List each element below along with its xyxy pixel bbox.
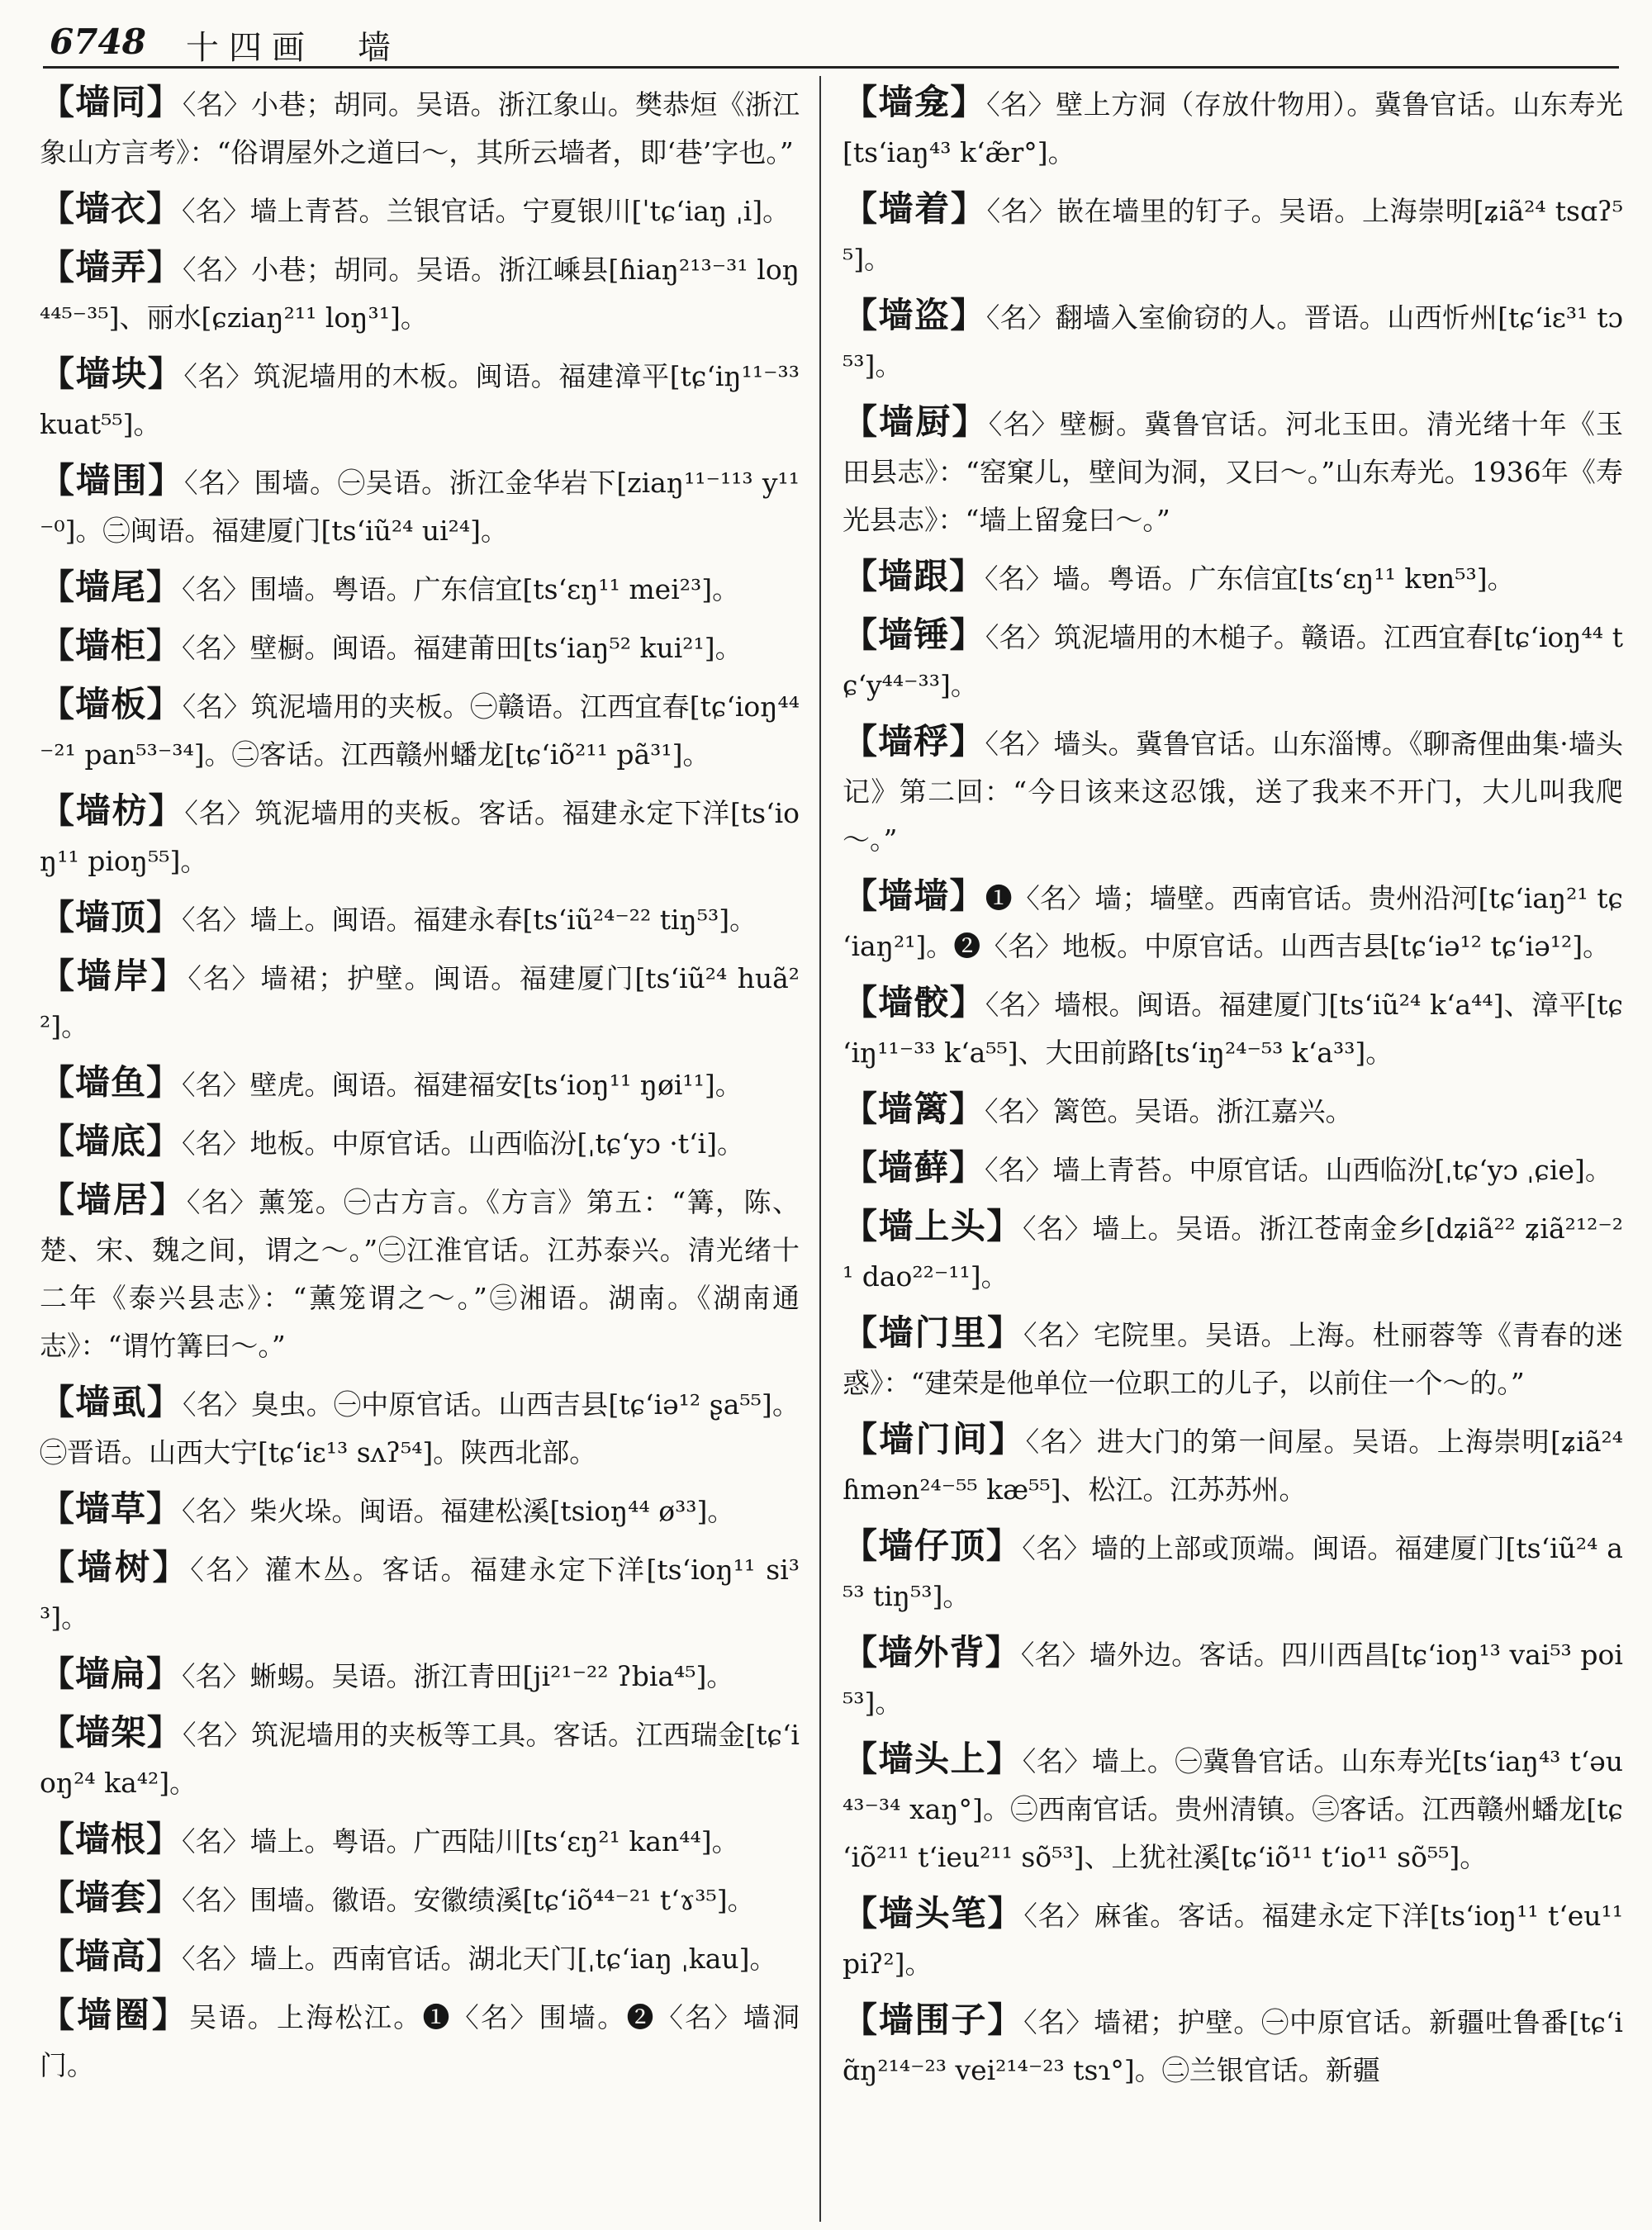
entry-headword: 【墙墙】 [843, 875, 985, 916]
entry-definition: 〈名〉麻雀。客话。福建永定下洋[tsʻioŋ¹¹ tʻeu¹¹ piʔ²]。 [843, 1900, 1623, 1980]
entry-definition: 〈名〉筑泥墙用的夹板。㊀赣语。江西宜春[tɕʻioŋ⁴⁴⁻²¹ pan⁵³⁻³⁴]。㊁客话。江西赣州蟠龙[tɕʻiõ²¹¹ pã³¹]。 [40, 690, 800, 771]
dictionary-entry [843, 553, 1623, 603]
dictionary-entry [843, 1522, 1623, 1620]
entry-headword: 【墙着】 [843, 188, 987, 229]
entry-definition: 〈名〉嵌在墙里的钉子。吴语。上海崇明[ʑiã²⁴ tsɑʔ⁵⁵]。 [843, 195, 1623, 275]
entry-headword: 【墙高】 [40, 1936, 183, 1976]
entry-headword: 【墙盗】 [843, 295, 986, 335]
dictionary-entry [843, 398, 1623, 544]
entry-headword: 【墙围子】 [843, 2000, 1024, 2040]
dictionary-entry [843, 872, 1623, 970]
entry-definition: 〈名〉灌木丛。客话。福建永定下洋[tsʻioŋ¹¹ si³³]。 [40, 1554, 800, 1634]
entry-headword: 【墙扁】 [40, 1654, 183, 1694]
page-number: 6748 [50, 21, 146, 62]
entry-definition: 〈名〉薰笼。㊀古方言。《方言》第五：“篝，陈、楚、宋、魏之间，谓之～。”㊁江淮官话。江苏泰兴。清光绪十二年《泰兴县志》：“薰笼谓之～。”㊂湘语。湖南。《湖南通志》：“谓竹篝曰～。” [40, 1186, 800, 1362]
entry-definition: 〈名〉墙外边。客话。四川西昌[tɕʻioŋ¹³ vai⁵³ poi⁵³]。 [843, 1639, 1623, 1719]
entry-definition: 〈名〉壁橱。冀鲁官话。河北玉田。清光绪十年《玉田县志》：“窑窠儿，壁间为洞，又曰～。”山东寿光。1936年《寿光县志》：“墙上留龛曰～。” [843, 408, 1623, 536]
entry-definition: 〈名〉壁虎。闽语。福建福安[tsʻioŋ¹¹ ŋøi¹¹]。 [182, 1069, 743, 1101]
dictionary-entry [843, 1144, 1623, 1194]
entry-definition: 〈名〉宅院里。吴语。上海。杜丽蓉等《青春的迷惑》：“建荣是他单位一位职工的儿子，以前住一个～的。” [843, 1319, 1623, 1399]
dictionary-entry [40, 1059, 800, 1109]
dictionary-entry [843, 1735, 1623, 1881]
entry-headword: 【墙厨】 [843, 401, 989, 442]
entry-headword: 【墙鱼】 [40, 1062, 183, 1103]
left-column [40, 78, 800, 2226]
entry-definition: 〈名〉臭虫。㊀中原官话。山西吉县[tɕʻiə¹² ʂa⁵⁵]。㊁晋语。山西大宁[tɕʻiɛ¹³ sʌʔ⁵⁴]。陕西北部。 [40, 1388, 800, 1468]
dictionary-entry [40, 78, 800, 177]
entry-definition: 〈名〉地板。中原官话。山西临汾[ˌtɕʻyɔ ·tʻi]。 [182, 1127, 744, 1160]
dictionary-entry [40, 563, 800, 614]
dictionary-entry [40, 457, 800, 555]
dictionary-entry [843, 1416, 1623, 1514]
entry-headword: 【墙锤】 [843, 614, 985, 655]
entry-definition: 〈名〉墙裙；护壁。闽语。福建厦门[tsʻiũ²⁴ huã²²]。 [40, 962, 800, 1042]
entry-definition: 〈名〉墙根。闽语。福建厦门[tsʻiũ²⁴ kʻa⁴⁴]、漳平[tɕʻiŋ¹¹⁻³³ kʻa⁵⁵]、大田前路[tsʻiŋ²⁴⁻⁵³ kʻa³³]。 [843, 989, 1623, 1069]
entry-definition: 〈名〉筑泥墙用的夹板等工具。客话。江西瑞金[tɕʻioŋ²⁴ ka⁴²]。 [40, 1719, 800, 1799]
dictionary-entry [40, 1176, 800, 1370]
header-rule [43, 66, 1619, 69]
entry-headword: 【墙跟】 [843, 556, 985, 596]
entry-definition: 〈名〉小巷；胡同。吴语。浙江嵊县[ɦiaŋ²¹³⁻³¹ loŋ⁴⁴⁵⁻³⁵]、丽水[ɕziaŋ²¹¹ loŋ³¹]。 [40, 254, 800, 334]
entry-headword: 【墙套】 [40, 1877, 183, 1918]
dictionary-entry [40, 1378, 800, 1477]
entry-definition: 〈名〉进大门的第一间屋。吴语。上海崇明[ʑiã²⁴ ɦmən²⁴⁻⁵⁵ kæ⁵⁵]、松江。江苏苏州。 [843, 1426, 1623, 1506]
entry-definition: 〈名〉墙上。西南官话。湖北天门[ˌtɕʻiaŋ ˌkau]。 [182, 1943, 777, 1975]
entry-headword: 【墙围】 [40, 460, 184, 501]
entry-headword: 【墙稃】 [843, 721, 985, 762]
entry-definition: ❶〈名〉墙；墙壁。西南官话。贵州沿河[tɕʻiaŋ²¹ tɕʻiaŋ²¹]。❷〈名〉地板。中原官话。山西吉县[tɕʻiə¹² tɕʻiə¹²]。 [843, 882, 1623, 962]
dictionary-entry [40, 1544, 800, 1642]
entry-definition: 〈名〉墙。粤语。广东信宜[tsʻɛŋ¹¹ kɐn⁵³]。 [985, 562, 1515, 595]
dictionary-entry [40, 894, 800, 944]
entry-headword: 【墙根】 [40, 1819, 183, 1859]
entry-headword: 【墙枋】 [40, 790, 185, 831]
dictionary-entry [843, 78, 1623, 177]
entry-definition: 〈名〉篱笆。吴语。浙江嘉兴。 [985, 1095, 1353, 1127]
entry-definition: 〈名〉筑泥墙用的木槌子。赣语。江西宜春[tɕʻioŋ⁴⁴ tɕʻy⁴⁴⁻³³]。 [843, 621, 1623, 701]
dictionary-entry [843, 1996, 1623, 2095]
entry-definition: 〈名〉墙上。吴语。浙江苍南金乡[dʑiã²² ʑiã²¹²⁻²¹ dao²²⁻¹¹]。 [843, 1212, 1623, 1293]
entry-headword: 【墙居】 [40, 1179, 187, 1220]
entry-definition: 〈名〉翻墙入室偷窃的人。晋语。山西忻州[tɕʻiɛ³¹ tɔ⁵³]。 [843, 301, 1623, 382]
dictionary-entry [40, 952, 800, 1051]
entry-headword: 【墙顶】 [40, 897, 183, 937]
entry-definition: 〈名〉墙上青苔。中原官话。山西临汾[ˌtɕʻyɔ ˌɕie]。 [985, 1154, 1612, 1186]
dictionary-entry [843, 718, 1623, 864]
dictionary-entry [40, 681, 800, 779]
entry-definition: 〈名〉壁橱。闽语。福建莆田[tsʻiaŋ⁵² kui²¹]。 [182, 632, 743, 664]
entry-headword: 【墙外背】 [843, 1632, 1021, 1672]
entry-headword: 【墙骹】 [843, 982, 985, 1022]
entry-headword: 【墙弄】 [40, 247, 183, 287]
entry-headword: 【墙头笔】 [843, 1893, 1024, 1933]
entry-headword: 【墙上头】 [843, 1206, 1023, 1246]
entry-headword: 【墙篱】 [843, 1089, 985, 1129]
entry-headword: 【墙同】 [40, 82, 183, 122]
entry-definition: 〈名〉墙上。粤语。广西陆川[tsʻɛŋ²¹ kan⁴⁴]。 [182, 1825, 739, 1858]
entry-headword: 【墙仔顶】 [843, 1525, 1023, 1566]
dictionary-entry [40, 350, 800, 448]
entry-headword: 【墙板】 [40, 684, 183, 724]
dictionary-entry [40, 1117, 800, 1168]
dictionary-entry [40, 1709, 800, 1807]
dictionary-entry [40, 1874, 800, 1924]
entry-headword: 【墙树】 [40, 1547, 191, 1587]
right-column [843, 78, 1623, 2226]
dictionary-entry [843, 979, 1623, 1077]
entry-headword: 【墙岸】 [40, 956, 188, 996]
entry-definition: 〈名〉墙上。㊀冀鲁官话。山东寿光[tsʻiaŋ⁴³ tʻəu⁴³⁻³⁴ xaŋ°]。㊁西南官话。贵州清镇。㊂客话。江西赣州蟠龙[tɕʻiõ²¹¹ tʻieu²¹¹ sõ⁵³]、上犹社溪[tɕʻiõ¹¹ tʻio¹¹ sõ⁵⁵]。 [843, 1745, 1623, 1873]
dictionary-entry [843, 611, 1623, 709]
entry-definition: 〈名〉围墙。㊀吴语。浙江金华岩下[ziaŋ¹¹⁻¹¹³ y¹¹⁻⁰]。㊁闽语。福建厦门[tsʻiũ²⁴ ui²⁴]。 [40, 467, 800, 547]
entry-definition: 〈名〉小巷；胡同。吴语。浙江象山。樊恭烜《浙江象山方言考》：“俗谓屋外之道曰～，其所云墙者，即‘巷’字也。” [40, 88, 800, 168]
entry-definition: 〈名〉墙上。闽语。福建永春[tsʻiũ²⁴⁻²² tiŋ⁵³]。 [182, 904, 757, 936]
entry-definition: 〈名〉柴火垛。闽语。福建松溪[tsioŋ⁴⁴ ø³³]。 [182, 1495, 735, 1527]
entry-headword: 【墙草】 [40, 1488, 183, 1529]
entry-definition: 〈名〉壁上方洞（存放什物用）。冀鲁官话。山东寿光[tsʻiaŋ⁴³ kʻæ̃r°]。 [843, 88, 1623, 168]
entry-definition: 〈名〉墙裙；护壁。㊀中原官话。新疆吐鲁番[tɕʻiɑ̃ŋ²¹⁴⁻²³ vei²¹⁴⁻²³ tsɿ°]。㊁兰银官话。新疆 [843, 2006, 1623, 2086]
entry-definition: 〈名〉围墙。粤语。广东信宜[tsʻɛŋ¹¹ mei²³]。 [182, 573, 740, 605]
entry-definition: 〈名〉蜥蜴。吴语。浙江青田[ji²¹⁻²² ʔbia⁴⁵]。 [182, 1660, 734, 1692]
entry-headword: 【墙头上】 [843, 1739, 1023, 1779]
dictionary-entry [40, 1815, 800, 1866]
dictionary-entry [843, 1890, 1623, 1988]
entry-definition: 〈名〉墙头。冀鲁官话。山东淄博。《聊斋俚曲集·墙头记》第二回：“今日该来这忍饿，送了我来不开门，大儿叫我爬～。” [843, 728, 1623, 856]
dictionary-entry [843, 1309, 1623, 1407]
dictionary-entry [843, 1203, 1623, 1301]
entry-headword: 【墙衣】 [40, 188, 183, 229]
entry-headword: 【墙尾】 [40, 567, 183, 607]
dictionary-entry [843, 185, 1623, 283]
dictionary-entry [40, 1485, 800, 1535]
entry-headword: 【墙块】 [40, 353, 184, 394]
entry-definition: 〈名〉墙的上部或顶端。闽语。福建厦门[tsʻiũ²⁴ a⁵³ tiŋ⁵³]。 [843, 1532, 1623, 1612]
dictionary-entry [40, 622, 800, 672]
dictionary-entry [843, 1629, 1623, 1727]
entry-definition: 〈名〉筑泥墙用的木板。闽语。福建漳平[tɕʻiŋ¹¹⁻³³ kuat⁵⁵]。 [40, 360, 800, 440]
entry-definition: 〈名〉筑泥墙用的夹板。客话。福建永定下洋[tsʻioŋ¹¹ pioŋ⁵⁵]。 [40, 797, 800, 877]
dictionary-entry [843, 292, 1623, 390]
dictionary-entry [40, 1933, 800, 1983]
entry-headword: 【墙藓】 [843, 1147, 985, 1188]
dictionary-entry [843, 1085, 1623, 1136]
dictionary-entry [40, 1991, 800, 2090]
entry-headword: 【墙柜】 [40, 625, 183, 666]
entry-headword: 【墙虱】 [40, 1382, 183, 1422]
entry-headword: 【墙架】 [40, 1712, 183, 1753]
dictionary-entry [40, 1650, 800, 1701]
entry-headword: 【墙门里】 [843, 1312, 1023, 1353]
column-divider [819, 76, 821, 2222]
section-title: 十四画 墙 [186, 29, 401, 67]
entry-headword: 【墙底】 [40, 1121, 183, 1161]
entry-headword: 【墙龛】 [843, 82, 987, 122]
dictionary-entry [40, 787, 800, 885]
entry-definition: 〈名〉墙上青苔。兰银官话。宁夏银川[ˈtɕʻiaŋ ˌi]。 [182, 195, 790, 227]
entry-definition: 〈名〉围墙。徽语。安徽绩溪[tɕʻiõ⁴⁴⁻²¹ tʻɤ³⁵]。 [182, 1884, 755, 1916]
running-header [50, 21, 1619, 68]
dictionary-entry [40, 185, 800, 235]
entry-definition: 吴语。上海松江。❶〈名〉围墙。❷〈名〉墙洞门。 [40, 2001, 800, 2081]
entry-headword: 【墙门间】 [843, 1419, 1026, 1459]
dictionary-entry [40, 244, 800, 342]
entry-headword: 【墙圈】 [40, 1995, 190, 2035]
